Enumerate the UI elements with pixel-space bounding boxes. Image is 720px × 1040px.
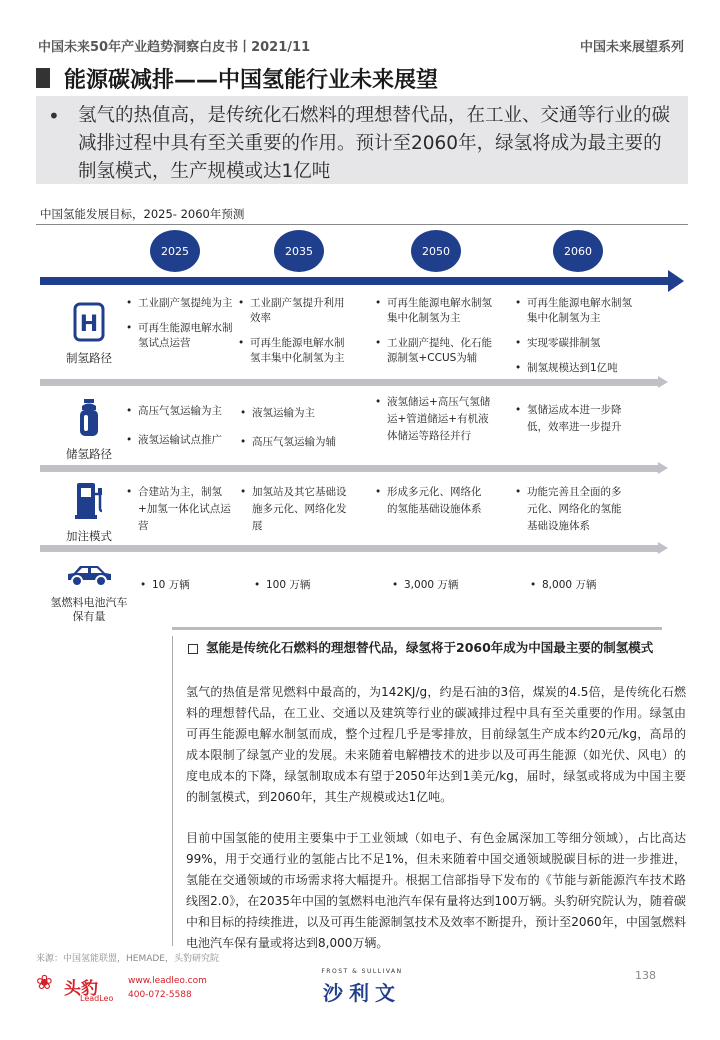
summary-box — [36, 96, 688, 184]
leadleo-cn: 头豹 — [64, 979, 98, 999]
cell-refueling-2060: • 功能完善且全面的多元化、网络化的氢能基础设施体系 — [515, 486, 622, 532]
leadleo-en: LeadLeo — [80, 994, 114, 1003]
cell-storage-2025: • 高压气氢运输为主 • 液氢运输试点推广 — [126, 405, 222, 446]
body-paragraph-1: 氢气的热值是常见燃料中最高的，为142KJ/g，约是石油的3倍，煤炭的4.5倍，是传统化石燃料的理想替代品，在工业、交通以及建筑等行业的碳减排过程中具有至关重要的作用。绿氢由可再生能源电解水制氢而成，整个过程几乎是零排放，目前绿氢生产成本约20元/kg，高昂的成本限制了绿氢产业的发展。未来随着电解槽技术的进步以及可再生能源（如光伏、风电）的度电成本的下降，绿氢制取成本有望于2050年达到1美元/kg，届时，绿氢或将成为中国主要的制氢模式，到2060年，其生产规模或达1亿吨。 — [186, 685, 686, 804]
cell-storage-2050: • 液氢储运+高压气氢储运+管道储运+有机液体储运等路径并行 — [375, 396, 491, 442]
cell-vehicles-2025: • 10 万辆 — [140, 579, 190, 591]
row-separator — [40, 545, 660, 552]
chart-bottom-line — [172, 627, 662, 630]
refueling-row-header — [56, 480, 122, 544]
cell-storage-2035: • 液氢运输为主 • 高压气氢运输为辅 — [240, 407, 336, 448]
row-label-vehicles: 氢燃料电池汽车保有量 — [50, 596, 128, 623]
gas-cylinder-icon — [73, 398, 105, 438]
row-separator-arrow — [658, 462, 668, 474]
cell-vehicles-2035: • 100 万辆 — [254, 579, 311, 591]
frost-sullivan-cn: 沙利文 — [323, 981, 401, 1005]
row-label-refueling: 加注模式 — [66, 529, 112, 543]
cell-production-2050: • 可再生能源电解水制氢集中化制氢为主 • 工业副产提纯、化石能源制氢+CCUS为辅 — [375, 297, 492, 364]
key-finding: 氢能是传统化石燃料的理想替代品，绿氢将于2060年成为中国最主要的制氢模式 — [206, 640, 654, 655]
hydrogen-icon — [73, 302, 105, 342]
page-number: 138 — [635, 969, 656, 982]
summary-text: 氢气的热值高，是传统化石燃料的理想替代品，在工业、交通等行业的碳减排过程中具有至关重要的作用。预计至2060年，绿氢将成为最主要的制氢模式，生产规模或达1亿吨 — [78, 105, 671, 182]
cell-production-2025: • 工业副产氢提纯为主 • 可再生能源电解水制氢试点运营 — [126, 297, 233, 349]
frost-sullivan-logo — [312, 968, 412, 1006]
page-title: 能源碳减排——中国氢能行业未来展望 — [64, 68, 439, 93]
source-note: 来源：中国氢能联盟，HEMADE，头豹研究院 — [36, 954, 219, 964]
leadleo-url[interactable]: www.leadleo.com — [128, 976, 207, 986]
year-marker-2050: 2050 — [411, 230, 461, 272]
caption-divider — [36, 224, 688, 225]
leadleo-phone: 400-072-5588 — [128, 990, 192, 1000]
header-series-name: 中国未来展望系列 — [579, 40, 684, 55]
storage-row-header — [56, 398, 122, 462]
row-separator — [40, 379, 660, 386]
summary-bullet: • — [48, 104, 60, 128]
row-separator — [40, 465, 660, 472]
production-row-header — [56, 302, 122, 366]
row-label-production: 制氢路径 — [66, 351, 112, 365]
cell-refueling-2025: • 合建站为主，制氢+加氢一体化试点运营 — [126, 486, 231, 532]
cell-vehicles-2050: • 3,000 万辆 — [392, 579, 459, 591]
cell-refueling-2050: • 形成多元化、网络化的氢能基础设施体系 — [375, 486, 482, 515]
year-marker-2025: 2025 — [150, 230, 200, 272]
body-paragraph-2: 目前中国氢能的使用主要集中于工业领域（如电子、有色金属深加工等细分领域），占比高达99%，用于交通行业的氢能占比不足1%，但未来随着中国交通领域脱碳目标的进一步推进，氢能在交通领域的市场需求将大幅提升。根据工信部指导下发布的《节能与新能源汽车技术路线图2.0》，在2035年中国的氢燃料电池汽车保有量将达到100万辆。头豹研究院认为，随着碳中和目标的持续推进，以及可再生能源制氢技术及效率不断提升，预计至2060年，中国氢燃料电池汽车保有量或将达到8,000万辆。 — [186, 831, 686, 950]
text-column-rule — [172, 636, 173, 946]
header-doc-title: 中国未来50年产业趋势洞察白皮书丨2021/11 — [38, 40, 311, 55]
fuel-pump-icon — [73, 480, 105, 520]
frost-sullivan-en: FROST & SULLIVAN — [321, 968, 403, 975]
cell-production-2060: • 可再生能源电解水制氢集中化制氢为主 • 实现零碳排制氢 • 制氢规模达到1亿吨 — [515, 297, 632, 374]
chart-caption: 中国氢能发展目标，2025- 2060年预测 — [40, 207, 245, 221]
leopard-icon: ❀ — [36, 970, 53, 994]
cell-production-2035: • 工业副产氢提升利用效率 • 可再生能源电解水制氢丰集中化制氢为主 — [238, 297, 345, 364]
row-separator-arrow — [658, 542, 668, 554]
year-marker-2035: 2035 — [274, 230, 324, 272]
timeline-axis — [40, 277, 670, 285]
timeline-arrow-head — [668, 270, 684, 292]
svg-text:H: H — [79, 312, 99, 337]
cell-refueling-2035: • 加氢站及其它基础设施多元化、网络化发展 — [240, 486, 347, 532]
car-icon — [64, 562, 114, 588]
row-label-storage: 储氢路径 — [66, 447, 112, 461]
cell-storage-2060: • 氢储运成本进一步降低，效率进一步提升 — [515, 404, 622, 433]
checkbox-icon — [188, 644, 198, 654]
row-separator-arrow — [658, 376, 668, 388]
vehicle-row-header — [50, 562, 128, 624]
title-marker — [36, 68, 50, 88]
year-marker-2060: 2060 — [553, 230, 603, 272]
cell-vehicles-2060: • 8,000 万辆 — [530, 579, 597, 591]
